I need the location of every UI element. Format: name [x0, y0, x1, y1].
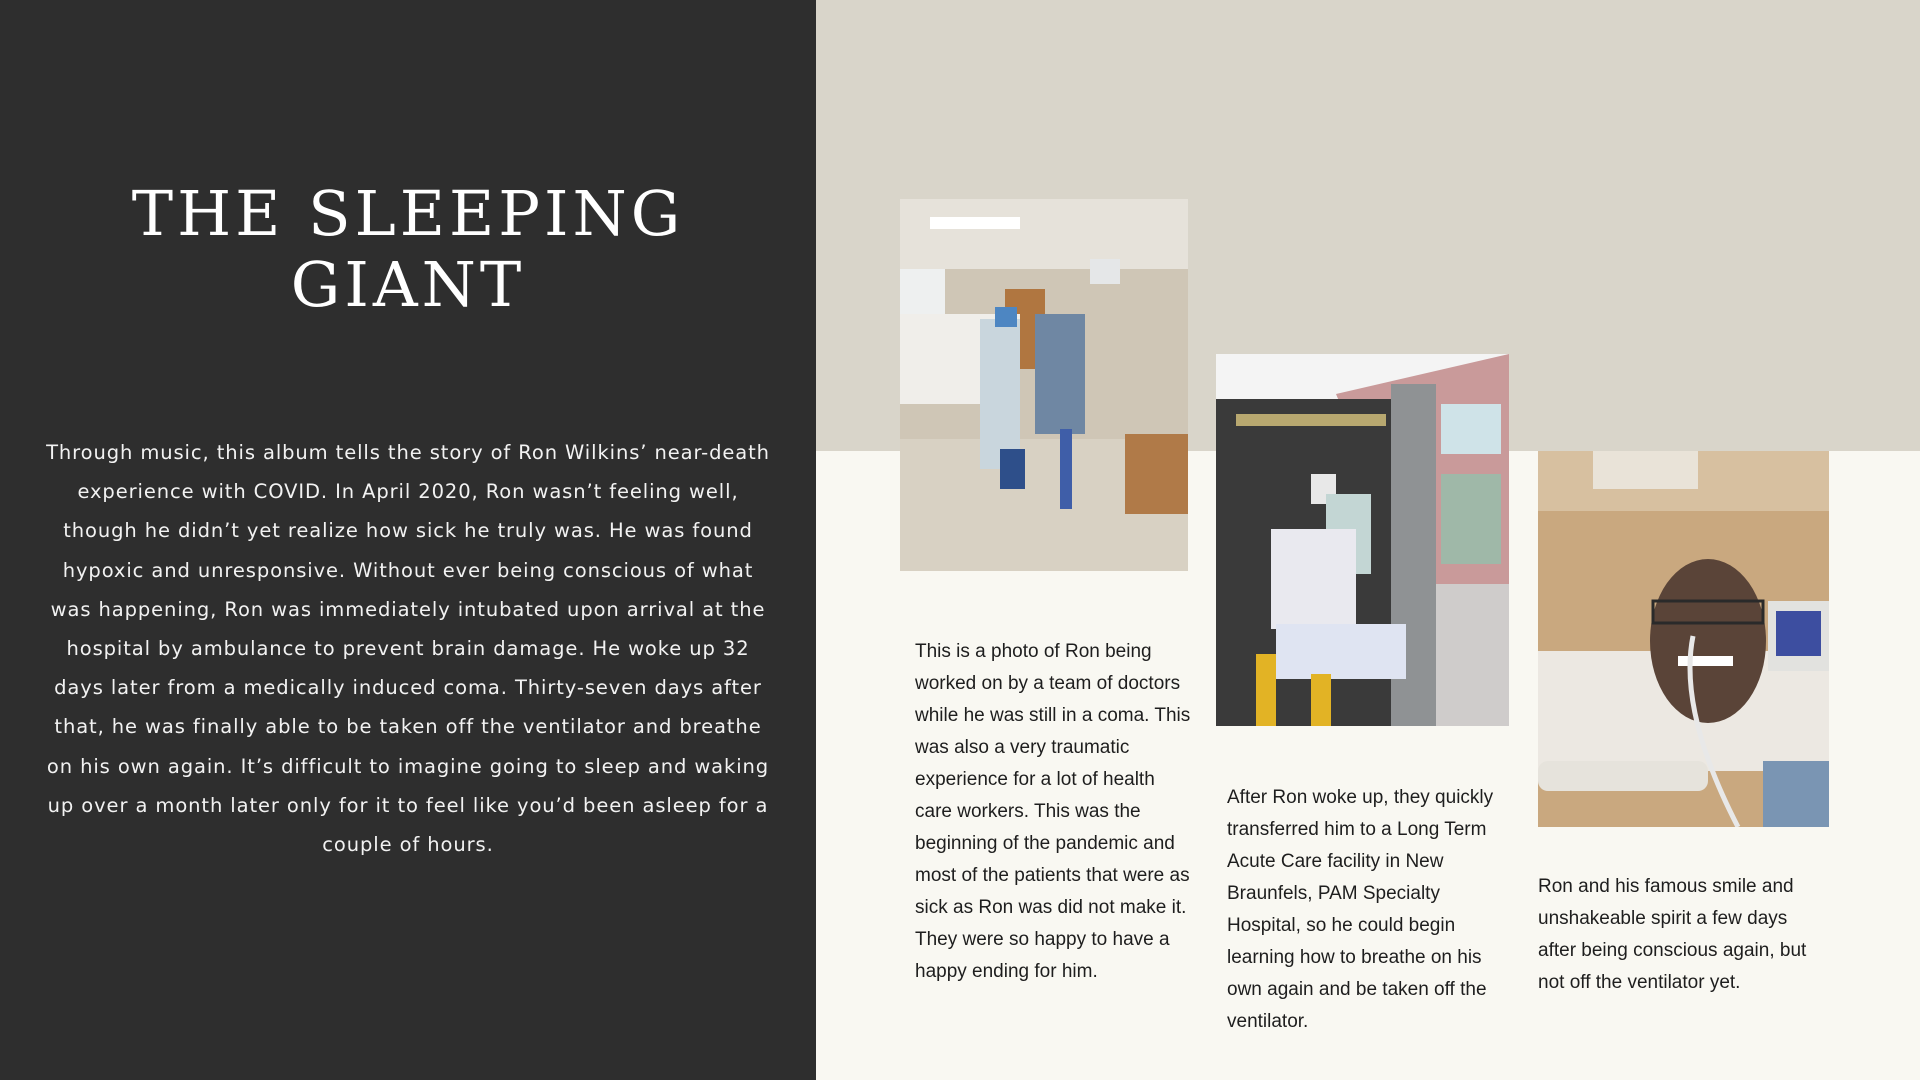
- photo-hospital-room: [900, 199, 1188, 571]
- caption-photo-1: This is a photo of Ron being worked on by a team of doctors while he was still in a coma. This was also a very traumatic experience for a lot of health care workers. This was the beginning of the pandemic and most of the patients that were as sick as Ron was did not make it. They were so happy to have a happy ending for him.: [915, 641, 1191, 982]
- hospital-room-image-icon: [900, 199, 1188, 571]
- ambulance-image-icon: [1216, 354, 1509, 726]
- page-title: [0, 178, 816, 320]
- caption-photo-2: After Ron woke up, they quickly transferred him to a Long Term Acute Care facility in New Braunfels, PAM Specialty Hospital, so he could begin learning how to breathe on his own again and be taken off the ventilator.: [1227, 787, 1494, 1032]
- left-panel: [0, 0, 816, 1080]
- title-line-2: GIANT: [290, 248, 526, 321]
- photo-ron-smiling: [1538, 451, 1829, 827]
- ron-selfie-image-icon: [1538, 451, 1829, 827]
- photo-ambulance: [1216, 354, 1509, 726]
- intro-paragraph: Through music, this album tells the story of Ron Wilkins’ near-death experience with COVID. In April 2020, Ron wasn’t feeling well, though he didn’t yet realize how sick he truly was. He was found hypoxic and unresponsive. Without ever being conscious of what was happening, Ron was immediately intubated upon arrival at the hospital by ambulance to prevent brain damage. He woke up 32 days later from a medically induced coma. Thirty-seven days after that, he was finally able to be taken off the ventilator and breathe on his own again. It’s difficult to imagine going to sleep and waking up over a month later only for it to feel like you’d been asleep for a couple of hours.: [46, 441, 770, 857]
- caption-photo-3: Ron and his famous smile and unshakeable spirit a few days after being conscious again, but not off the ventilator yet.: [1538, 876, 1807, 993]
- title-line-1: THE SLEEPING: [131, 177, 685, 250]
